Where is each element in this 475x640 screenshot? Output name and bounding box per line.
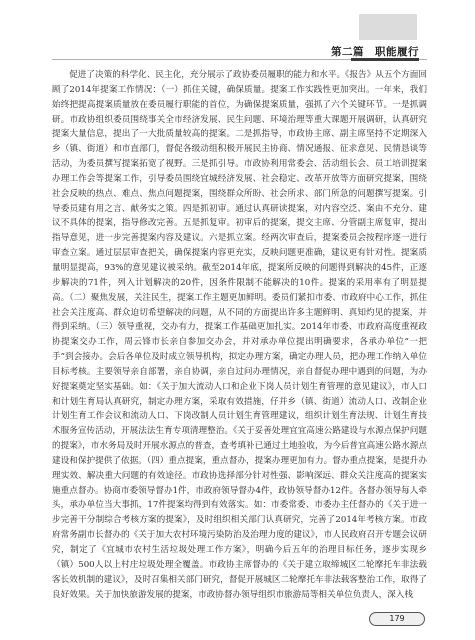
- section-title: 第二篇 职能履行: [331, 46, 419, 58]
- page-number: 179: [369, 612, 425, 626]
- header-corner-block: [359, 14, 417, 40]
- header-rule-accent: [351, 58, 419, 61]
- page-header: [52, 14, 427, 58]
- body-paragraph: 促进了决策的科学化、民主化，充分展示了政协委员履职的能力和水平。《报告》从五个方面回顾了2014年提案工作情况：（一）抓住关键，确保质量。提案工作实践性更加突出。一年来，我们始终把提高提案质量放在委员履行职能的首位，为确保提案质量，强抓了六个关键环节。一是抓调研。市政协组织委员围绕事关全市经济发展、民生问题、环境治理等重大课题开展调研，认真研究提案大量信息，提出了一大批质量较高的提案。二是抓指导，市政协主席、副主席坚持不定期深入乡（镇、街道）和市直部门，督促各级动组积极开展民主协商、情况通报、征求意见、民情恳谈等活动，为委员撰写提案拓宽了视野。三是抓引导。市政协利用常委会、活动组长会、员工培训提案办理工作会等提案工作，引导委员围绕宜城经济发展、社会稳定、改革开放等方面研究提案，围绕社会反映的热点、难点、焦点问题提案，围绕群众所盼、社会所求、部门所急的问题撰写提案。引导委员建有用之言、献务实之策。四是抓初审。通过认真研读提案，对内容空泛、案由不充分、建议不具体的提案，指导修改完善。五是抓复审。初审后的提案，提交主席、分管副主席复审，提出指导意见，进一步完善提案内容及建议。六是抓立案。经两次审查后，提案委员会按程序逐一进行审查立案。通过层层审查把关，确保提案内容更充实，反映问题更准确，建议更有针对性。提案质量明显提高，93%的意见建议被采纳。截至2014年底，提案所反映的问题得到解决的45件，正逐步解决的71件，列入计划解决的20件，因条件限制不能解决的10件。提案的采用率有了明显提高。（二）聚焦发展，关注民生，提案工作主题更加鲜明。委员们紧扣市委、市政府中心工作，抓住社会关注度高、群众迫切希望解决的问题，从不同的方面提出许多主题鲜明、真知灼见的提案，并得到采纳。（三）领导重视，交办有力，提案工作基础更加扎实。2014年市委、市政府高度重视政协提案交办工作，周云锋市长亲自参加交办会，并对承办单位提出明确要求，各承办单位“一把手”到会接办。会后各单位及时成立领导机构，拟定办理方案，确定办理人员，把办理工作纳入单位目标考核。主要领导亲自部署，亲自协调，亲自过问办理情况，亲自督促办理中遇到的问题，为办好提案奠定坚实基础。如：《关于加大流动人口和企业下岗人员计划生育管理的意见建议》，市人口和计划生育局认真研究，制定办理方案，采取有效措施，仔并乡（镇、街道）流动人口、改制企业计划生育工作会议和流动人口、下岗改制人员计划生育管理建议，组织计划生育法规、计划生育技术服务宣传活动，开展法法生育专项清理整治。《关于妥善处理宜宜高速公路建设与水源点保护问题的提案》，市水务局及时开展水源点的普查，查考填补已通过土地验收，为今后普宜高速公路水源点建设和保护提供了依据。（四）重点提案，重点督办，提案办理更加有力。督办重点提案，是提升办理实效、解决重大问题的有效途径。市政协选择部分针对性强、影响深远、群众关注度高的提案实施重点督办。协商市委领导督办1件，市政府领导督办4件，政协领导督办12件。各督办领导每人牵头，承办单位当大事抓，17件提案均得到有效落实。如：市委常委、市委办主任督办的《关于进一步完善干分制综合考核方案的提案》，及时组织相关部门认真研究，完善了2014年考核方案。市政府常务副市长督办的《关于加大农村环境污染防治及治理力度的建议》，市人民政府召开专题会议研究，制定了《宜城市农村生活垃圾处理工作方案》，明确今后五年的治理目标任务，逐步实现乡（镇）500人以上村庄垃圾处理全覆盖。市政协主席督办的《关于建立取缔城区二轮摩托车非法载客长效机制的建议》，及时召集相关部门研究，督促开展城区二轮摩托车非法载客整治工作，取得了良好效果。关于加快旅游发展的提案，市政协督办领导组织市旅游局等相关单位负责人，深入栈: [52, 70, 427, 600]
